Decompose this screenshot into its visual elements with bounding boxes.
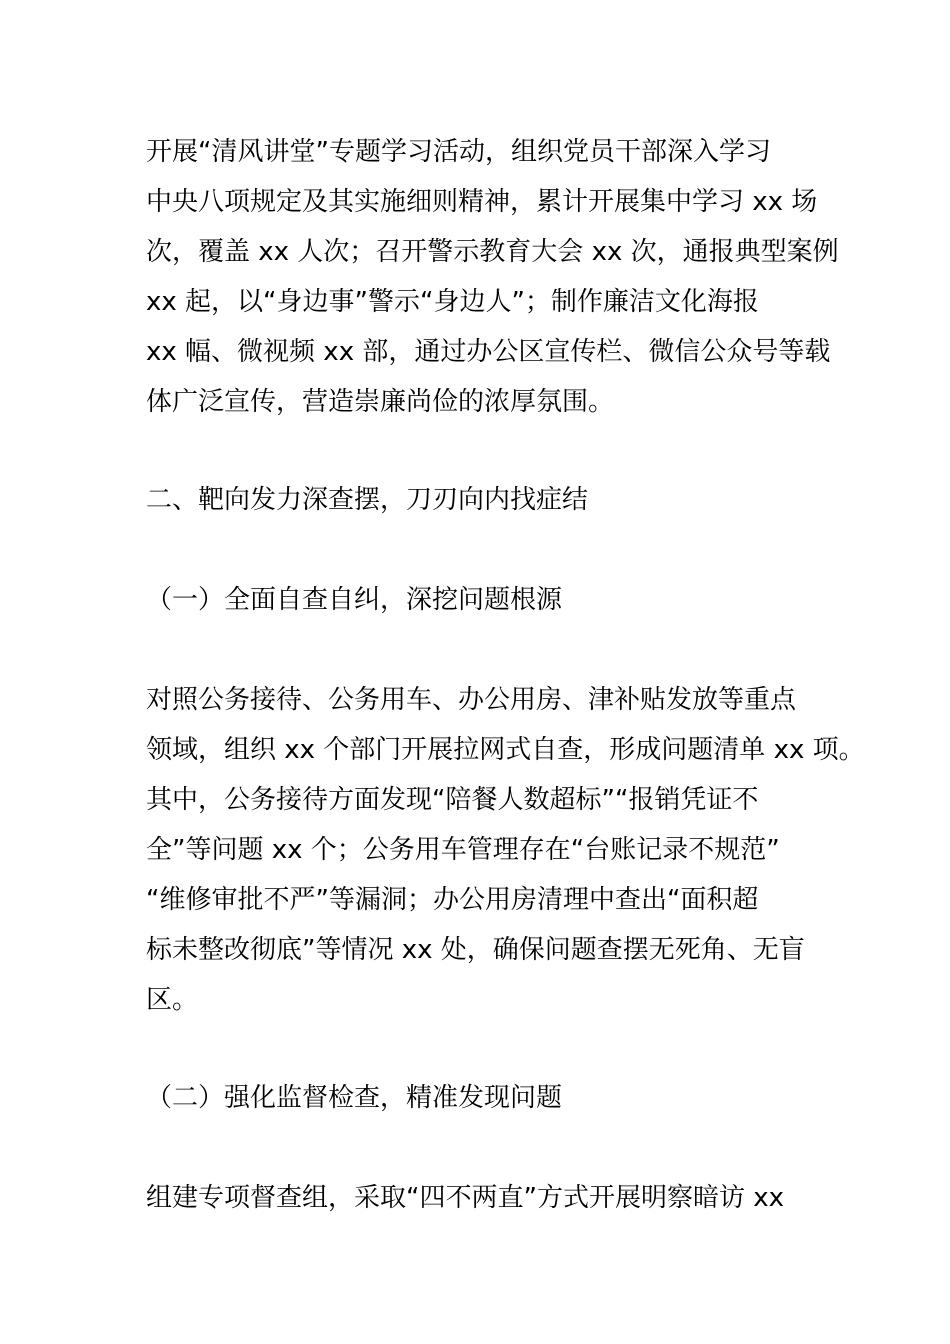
paragraph-2-line-1: 对照公务接待、公务用车、办公用房、津补贴发放等重点: [146, 685, 797, 715]
paragraph-1-line-6: 体广泛宣传，营造崇廉尚俭的浓厚氛围。: [146, 387, 615, 417]
paragraph-2-line-2: 领域，组织 xx 个部门开展拉网式自查，形成问题清单 xx 项。: [146, 735, 865, 765]
subsection-1-heading: （一）全面自查自纠，深挖问题根源: [146, 585, 563, 615]
paragraph-1-line-1: 开展“清风讲堂”专题学习活动，组织党员干部深入学习: [146, 137, 771, 167]
paragraph-3-line-1: 组建专项督查组，采取“四不两直”方式开展明察暗访 xx: [146, 1183, 784, 1213]
paragraph-2-line-4: 全”等问题 xx 个；公务用车管理存在“台账记录不规范”: [146, 835, 780, 865]
subsection-2-heading: （二）强化监督检查，精准发现问题: [146, 1083, 563, 1113]
section-2-heading: 二、靶向发力深查摆，刀刃向内找症结: [146, 485, 589, 515]
paragraph-1-line-2: 中央八项规定及其实施细则精神，累计开展集中学习 xx 场: [146, 187, 818, 217]
paragraph-2-line-6: 标未整改彻底”等情况 xx 处，确保问题查摆无死角、无盲: [146, 935, 805, 965]
paragraph-1-line-5: xx 幅、微视频 xx 部，通过办公区宣传栏、微信公众号等载: [146, 337, 831, 367]
paragraph-1-line-4: xx 起，以“身边事”警示“身边人”；制作廉洁文化海报: [146, 287, 759, 317]
paragraph-2-line-5: “维修审批不严”等漏洞；办公用房清理中查出“面积超: [146, 885, 759, 915]
paragraph-2-line-3: 其中，公务接待方面发现“陪餐人数超标”“报销凭证不: [146, 785, 759, 815]
paragraph-2-line-7: 区。: [146, 985, 199, 1015]
paragraph-1-line-3: 次，覆盖 xx 人次；召开警示教育大会 xx 次，通报典型案例: [146, 237, 839, 267]
